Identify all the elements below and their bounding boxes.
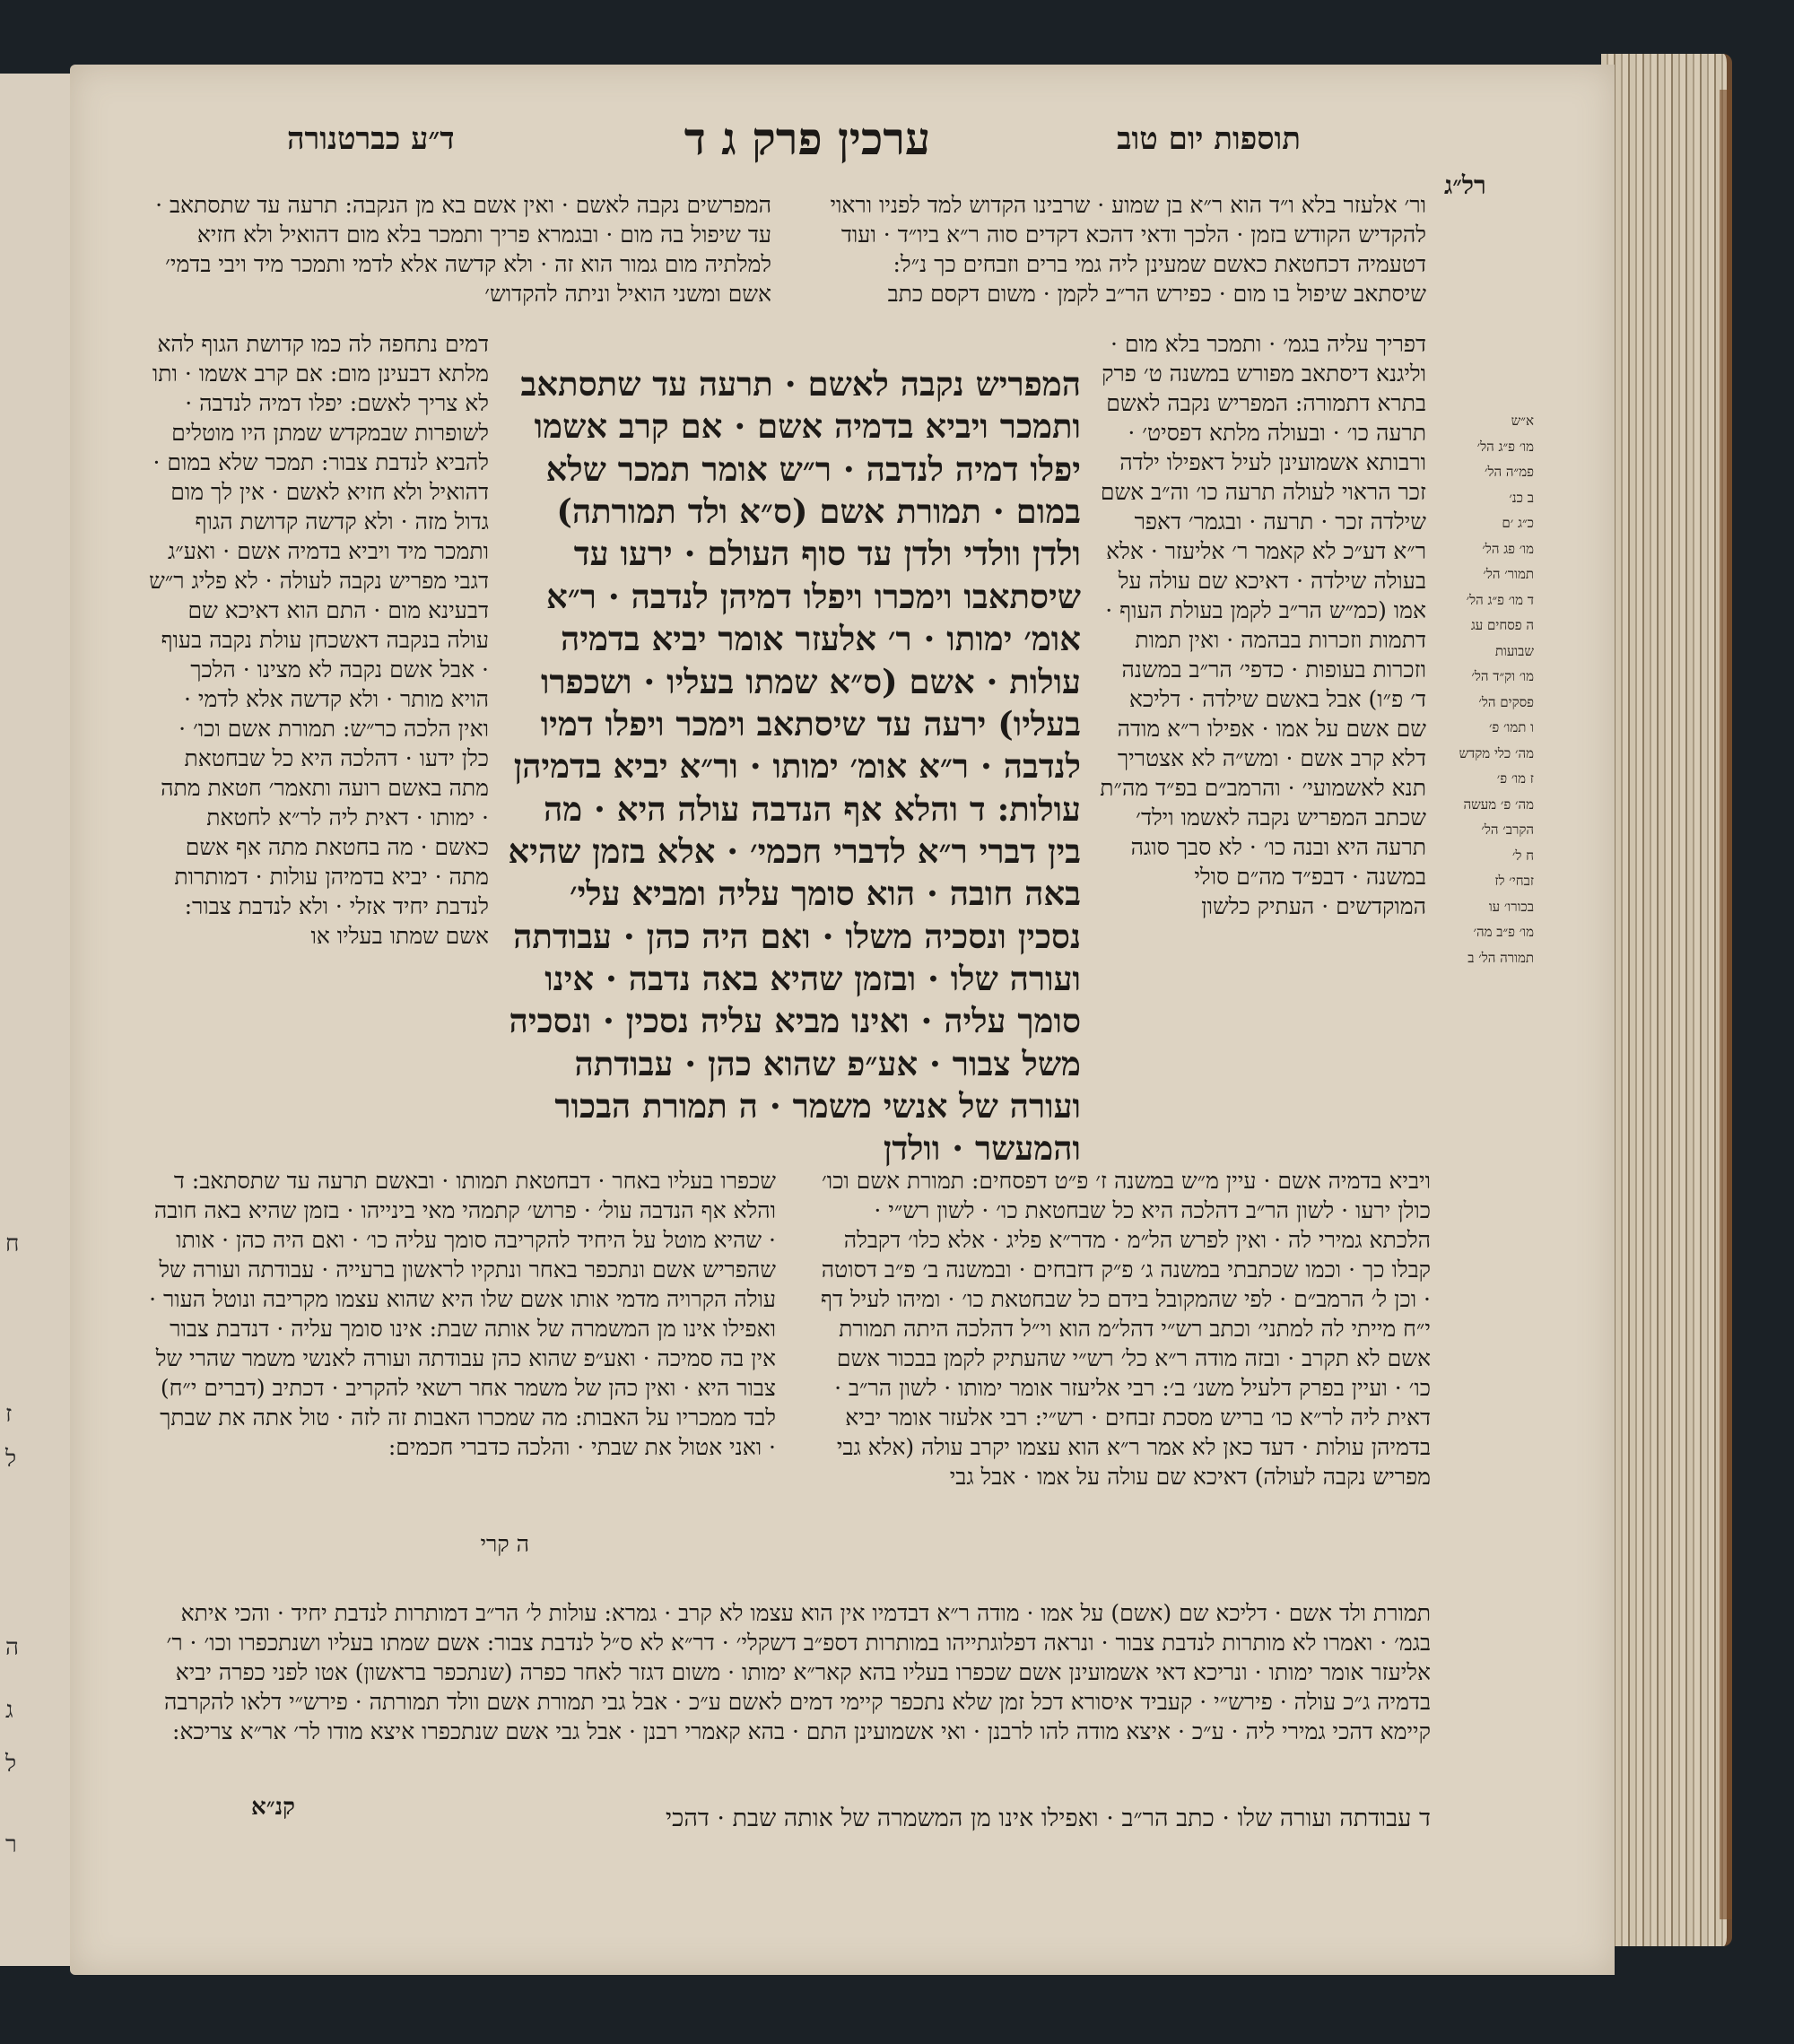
margin-note: ב כנ׳ [1509, 489, 1534, 506]
page-edges [1601, 54, 1732, 1946]
facing-page-edge [0, 74, 73, 1966]
margin-note: תמור׳ הל׳ [1483, 566, 1534, 582]
margin-note: זבחי׳ לז [1494, 873, 1534, 889]
facing-page-letter: ג [5, 1697, 13, 1724]
facing-page-letter: ל [5, 1751, 17, 1778]
facing-page-letter: ל [5, 1446, 17, 1473]
lower-note: ה קרי [480, 1531, 529, 1557]
margin-note: תמורה הל׳ ב [1467, 949, 1534, 966]
bartenura-top: המפרשים נקבה לאשם · ואין אשם בא מן הנקבה: תרעה עד שתסתאב · עד שיפול בה מום · ובגמרא פריך ותמכר בלא מום דהואיל ולא חזיא למלתיה מום גמור הוא זה · ולא קדשה אלא לדמי ותמכר מיד ויבי בדמי׳ אשם ומשני הואיל וניתה להקדוש׳ [155, 192, 771, 307]
facing-page-letter: ח [5, 1231, 20, 1257]
margin-note: ו תמו׳ פ׳ [1488, 719, 1534, 735]
margin-note: מו׳ פ״ג הל׳ [1476, 438, 1534, 455]
margin-note: פמ״ה הל׳ [1485, 464, 1534, 480]
tosafot-right-column: דפריך עליה בגמ׳ · ותמכר בלא מום · וליגנא דיסתאב מפורש במשנה ט׳ פרק בתרא דתמורה: המפריש נקבה לאשם תרעה כו׳ · ובעולה מלתא דפסיט׳ · ורבותא אשמועינן לעיל דאפילו ילדה זכר הראוי לעולה תרעה כו׳ וה״ב אשם שילדה זכר · תרעה · ובגמר׳ דאפר ר״א דע״כ לא קאמר ר׳ אליעזר · אלא בעולה שילדה · דאיכא שם עולה על אמו (כמ״ש הר״ב לקמן בעולת העוף · דתמות וזכרות בבהמה · ואין תמות וזכרות בעופות · כדפי׳ הר״ב במשנה ד׳ פ״ו) אבל באשם שילדה · דליכא שם אשם על אמו · אפילו ר״א מודה דלא קרב אשם · ומש״ה לא אצטריך תנא לאשמועי׳ · והרמב״ם בפ״ד מה״ת שכתב המפריש נקבה לאשמו וילד׳ תרעה היא ובנה כו׳ · לא סבך סוגה במשנה · דבפ״ד מה״ם סולי המוקדשים · העתיק כלשון [1100, 331, 1426, 919]
folio-number: רל״ג [1444, 170, 1486, 200]
margin-note: ח ל׳ [1511, 847, 1534, 864]
facing-page-letter: ר [5, 1831, 17, 1858]
margin-note: ה פסחים עג [1470, 617, 1534, 633]
margin-note: כ״ג ׳ם [1502, 515, 1534, 531]
margin-references [1426, 408, 1534, 970]
bartenura-lower: שכפרו בעליו באחר · דבחטאת תמותו · ובאשם תרעה עד שתסתאב: ד והלא אף הנדבה עול׳ · פרוש׳ קתמהי מאי בינייהו · בזמן שהיא באה חובה · שהיא מוטל על היחיד להקריבה סומך עליה כו׳ · ואם היה כהן · אותו שהפריש אשם ונתכפר באחר ונתקיו לראשון ברעייה · עבודתה ועורה של עולה הקרויה מדמי אותו אשם שלו היא שהוא עצמו מקריבה ונוטל העור · ואפילו אינו מן המשמרה של אותה שבת: אינו סומך עליה · דנדבת צבור אין בה סמיכה · ואע״פ שהוא כהן עבודתה ועורה לאנשי משמר שהרי של צבור היא · ואין כהן של משמר אחר רשאי להקריב · דכתיב (דברים י״ח) לבד ממכריו על האבות: מה שמכרו האבות זה לזה · טול אתה את שבתך · ואני אטול את שבתי · והלכה כדברי חכמים: [149, 1168, 776, 1460]
margin-note: מה׳ כלי מקדש [1459, 744, 1534, 761]
margin-note: בכורו׳ עו [1488, 898, 1534, 915]
facing-page-letter: ז [5, 1401, 13, 1428]
margin-note: מו׳ פ״ב מה׳ [1473, 924, 1534, 940]
tractate-header: ערכין פרק ג ד [684, 112, 931, 165]
tosafot-lower: ויביא בדמיה אשם · עיין מ״ש במשנה ז׳ פ״ט דפסחים: תמורת אשם וכו׳ כולן ירעו · לשון הר״ב דהלכה היא כל שבחטאת כו׳ · לשון רש״י · הלכתא גמירי לה · ואין לפרש הל״מ · מדר״א פליג · אלא כלו׳ דקבלה קבלו כך · וכמו שכתבתי במשנה ג׳ פ״ק דזבחים · ובמשנה ב׳ פ״ב דסוטה · וכן ל׳ הרמב״ם · לפי שהמקובל בידם כל שבחטאת כו׳ · ומיהו לעיל דף י״ח מייתי לה למתני׳ וכתב רש״י דהל״מ הוא וי״ל דהלכה היתה תמורת אשם לא תקרב · ובזה מודה ר״א כל׳ רש״י שהעתיק לקמן בבכור אשם כו׳ · ועיין בפרק דלעיל משנ׳ ב׳: רבי אליעזר אומר ימותו · לשון הר״ב · דאית ליה לר״א כו׳ בריש מסכת זבחים · רש״י: רבי אלעזר אומר יביא בדמיהן עולות · דעד כאן לא אמר ר״א הוא עצמו יקרב עולה (אלא גבי מפריש נקבה לעולה) דאיכא שם עולה על אמו · אבל גבי [821, 1168, 1431, 1490]
running-header-right: תוספות יום טוב [1117, 121, 1301, 157]
bottom-last-line: ד עבודתה ועורה שלו · כתב הר״ב · ואפילו אינו מן המשמרה של אותה שבת · דהכי [666, 1805, 1431, 1832]
margin-note: שבועות [1494, 642, 1534, 659]
margin-note: מו׳ פג הל׳ [1482, 540, 1534, 557]
margin-note: הקרב׳ הל׳ [1481, 822, 1534, 838]
facing-page-letter: ה [5, 1634, 19, 1661]
margin-note: פסקים הל׳ [1478, 693, 1534, 710]
running-header-left: ד״ע כברטנורה [287, 121, 455, 157]
tosafot-top: ור׳ אלעזר בלא ו״ד הוא ר״א בן שמוע · שרבינו הקדוש למד לפניו וראוי להקדיש הקודש בזמן · הלכך ודאי דהכא דקדים סוה ר״א ביו״ד · ועוד דטעמיה דכחטאת כאשם שמעינן ליה גמי ברים וזבחים כך נ״ל: שיסתאב שיפול בו מום · כפירש הר״ב לקמן · משום דקסם כתב [830, 192, 1426, 307]
mishnah-text: המפריש נקבה לאשם · תרעה עד שתסתאב ותמכר ויביא בדמיה אשם · אם קרב אשמו יפלו דמיה לנדבה · ר״ש אומר תמכר שלא במום · תמורת אשם (ס״א ולד תמורתה) ולדן וולדי ולדן עד סוף העולם · ירעו עד שיסתאבו וימכרו ויפלו דמיהן לנדבה · ר״א אומ׳ ימותו · ר׳ אלעזר אומר יביא בדמיה עולות · אשם (ס״א שמתו בעליו · ושכפרו בעליו) ירעה עד שיסתאב וימכר ויפלו דמיו לנדבה · ר״א אומ׳ ימותו · ור״א יביא בדמיהן עולות: ד והלא אף הנדבה עולה היא · מה בין דברי ר״א לדברי חכמי׳ · אלא בזמן שהיא באה חובה · הוא סומך עליה ומביא עלי׳ נסכין ונסכיה משלו · ואם היה כהן · עבודתה ועורה שלו · ובזמן שהיא באה נדבה · אינו סומך עליה · ואינו מביא עליה נסכין · ונסכיה משל צבור · אע״פ שהוא כהן · עבודתה ועורה של אנשי משמר · ה תמורת הבכור והמעשר · וולדן [508, 364, 1081, 1169]
margin-note: ז מו׳ פ׳ [1496, 770, 1534, 787]
bartenura-left-column: דמים נתחפה לה כמו קדושת הגוף להא מלתא דבעינן מום: אם קרב אשמו · ותו לא צריך לאשם: יפלו דמיה לנדבה · לשופרות שבמקדש שמתן היו מוטלים להביא לנדבת צבור: תמכר שלא במום · דהואיל ולא חזיא לאשם · אין לך מום גדול מזה · ולא קדשה קדושת הגוף ותמכר מיד ויביא בדמיה אשם · ואע״ג דגבי מפריש נקבה לעולה · לא פליג ר״ש דבעינא מום · התם הוא דאיכא שם עולה בנקבה דאשכחן עולת נקבה בעוף · אבל אשם נקבה לא מצינו · הלכך הויא מותר · ולא קדשה אלא לדמי · ואין הלכה כר״ש: תמורת אשם וכו׳ · כלן ידעו · דהלכה היא כל שבחטאת מתה באשם רועה ותאמר׳ חטאת מתה · ימותו · דאית ליה לר״א לחטאת כאשם · מה בחטאת מתה אף אשם מתה · יביא בדמיהן עולות · דמותרות לנדבת יחיד אזלי · ולא לנדבת צבור: אשם שמתו בעליו או [149, 331, 489, 949]
margin-note: ד מו׳ פ״ג הל׳ [1466, 591, 1534, 608]
margin-note: מה׳ פ׳ מעשה [1463, 796, 1534, 813]
signature-mark: קנ״א [251, 1794, 295, 1821]
margin-note: מו׳ וק״ד הל׳ [1471, 668, 1534, 684]
tosafot-bottom: תמורת ולד אשם · דליכא שם (אשם) על אמו · מודה ר״א דבדמיו אין הוא עצמו לא קרב · גמרא: עולות ל׳ הר״ב דמותרות לנדבת יחיד · והכי איתא בגמ׳ · ואמרו לא מותרות לנדבת צבור · ונראה דפלוגתייהו במותרות דספ״ב דשקלי׳ · דר״א לא ס״ל לנדבת צבור: אשם שמתו בעליו ושנתכפרו וכו׳ · ר׳ אליעזר אומר ימותו · ונריכא דאי אשמועינן אשם שכפרו בעליו בהא קאר״א ימותו · משום דגזר לאחר כפרה (שנתכפר בראשון) אטו לפני כפרה יביא בדמיה ג״כ עולה · פירש״י · קעביד איסורא דכל זמן שלא נתכפר קיימי דמים לאשם ע״כ · אבל גבי תמורת אשם וולד תמורתה · פירש״י דלאו להקרבה קיימא דהכי גמירי ליה · ע״כ · איצא מודה להו לרבנן · ואי אשמועינן התם · בהא קאמרי רבנן · אבל גבי אשם שנתכפרו איצא מודו לר׳ אר״א צריכא: [163, 1600, 1431, 1744]
margin-note: א״ש [1511, 413, 1534, 429]
